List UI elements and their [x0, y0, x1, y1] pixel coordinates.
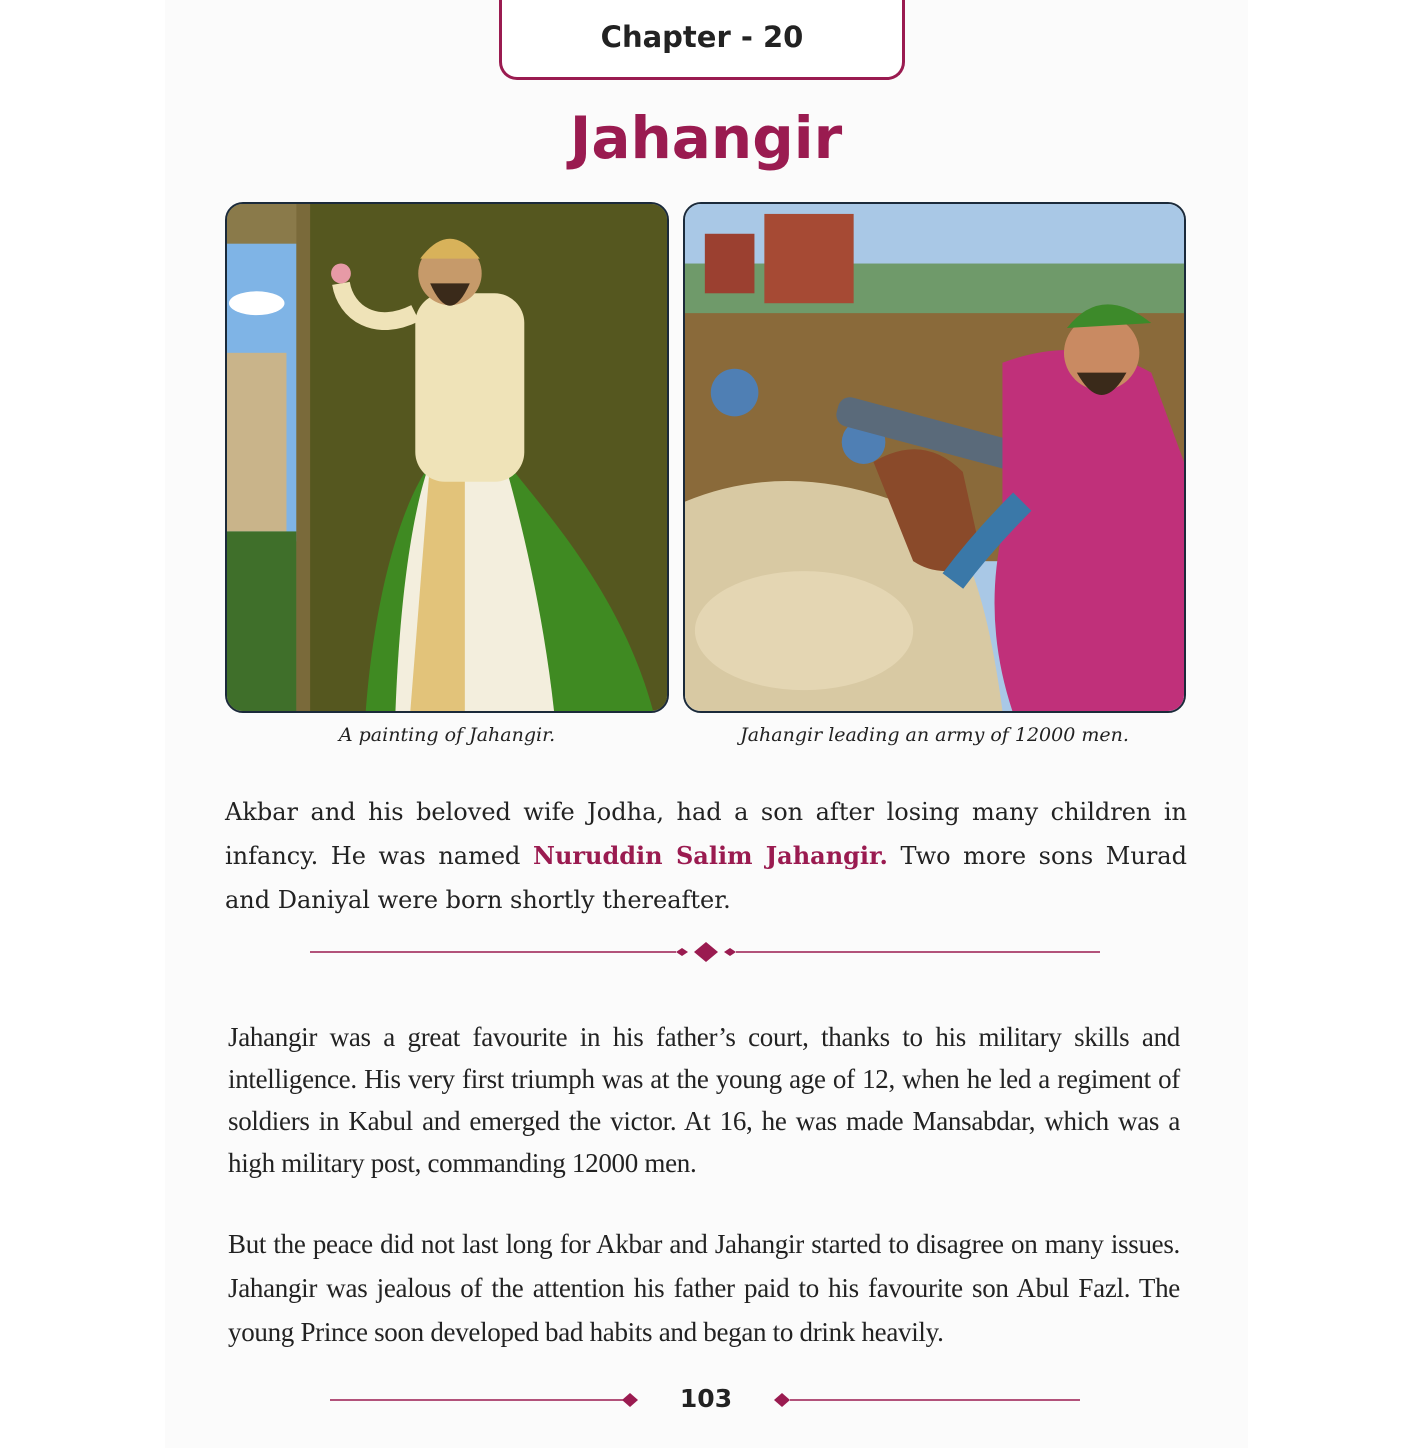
portrait-caption: A painting of Jahangir. — [338, 724, 556, 746]
army-caption: Jahangir leading an army of 12000 men. — [740, 724, 1129, 746]
jahangir-portrait-image — [225, 202, 669, 713]
paragraph-birth — [225, 790, 1187, 922]
page-number: 103 — [679, 1384, 733, 1413]
paragraph-conflict: But the peace did not last long for Akbar and Jahangir started to disagree on many issues. Jahangir was jealous of the attention his father paid to his favourite son Abul Fazl. The young Prince soon developed bad habits and began to drink heavily. — [228, 1229, 1180, 1347]
highlighted-name: Nuruddin Salim Jahangir. — [533, 841, 888, 870]
paragraph-text: Two more sons Murad and Daniyal were born shortly thereafter. — [225, 842, 1187, 914]
army-battle-image — [683, 202, 1186, 713]
chapter-label: Chapter - 20 — [499, 0, 905, 80]
chapter-title: Jahangir — [569, 104, 843, 172]
ornamental-divider — [0, 940, 1412, 964]
paragraph-text: Akbar and his beloved wife Jodha, had a son after losing many children in infancy. He was named — [225, 798, 1187, 870]
paragraph-military: Jahangir was a great favourite in his father’s court, thanks to his military skills and intelligence. His very first triumph was at the young age of 12, when he led a regiment of soldiers in Kabul and emerged the victor. At 16, he was made Mansabdar, which was a high military post, commanding 12000 men. — [228, 1022, 1180, 1178]
